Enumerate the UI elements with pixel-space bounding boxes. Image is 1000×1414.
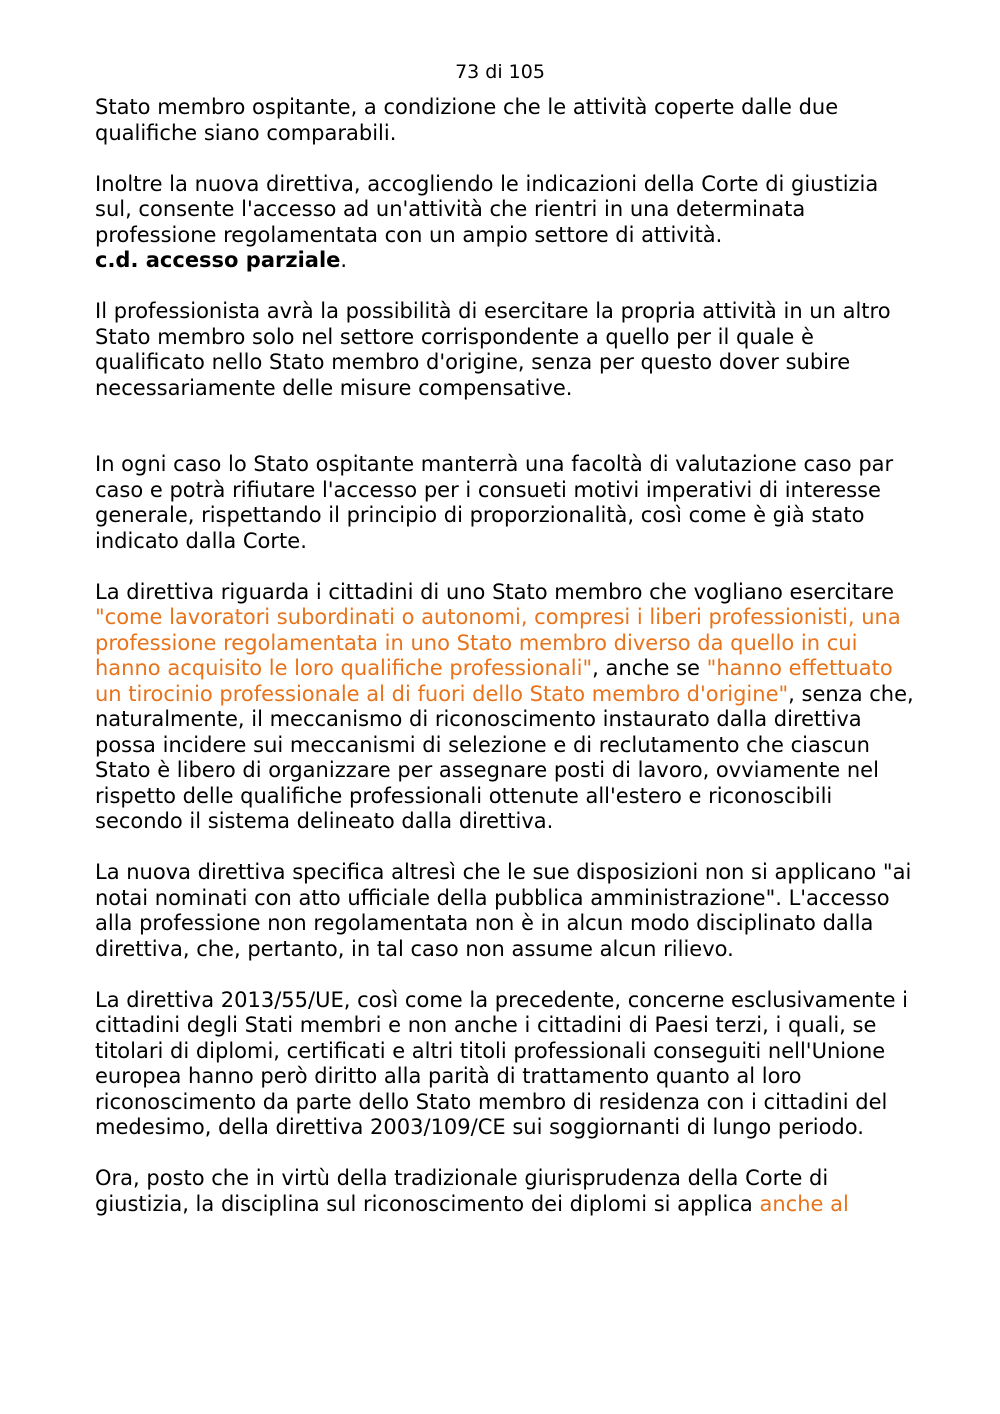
highlighted-quote-2[interactable]: "hanno effettuato un tirocinio professionale al di fuori dello Stato membro d'origine"	[95, 656, 893, 706]
paragraph-3: Il professionista avrà la possibilità di esercitare la propria attività in un altro Stato membro solo nel settore corrispondente a quello per il quale è qualificato nello Stato membro d'origine, senza per questo dover subire necessariamente delle misure compensative.	[95, 299, 891, 400]
paragraph-5	[95, 580, 915, 835]
paragraph-7: La direttiva 2013/55/UE, così come la precedente, concerne esclusivamente i cittadini degli Stati membri e non anche i cittadini di Paesi terzi, i quali, se titolari di diplomi, certificati e altri titoli professionali conseguiti nell'Unione europea hanno però diritto alla parità di trattamento quanto al loro riconoscimento da parte dello Stato membro di residenza con i cittadini del medesimo, della direttiva 2003/109/CE sui soggiornanti di lungo periodo.	[95, 987, 909, 1139]
paragraph-5-mid: , anche se	[592, 656, 707, 680]
paragraph-2	[95, 172, 915, 274]
paragraph-8-text: Ora, posto che in virtù della tradizionale giurisprudenza della Corte di giustizia, la disciplina sul riconoscimento dei diplomi si applica	[95, 1166, 829, 1216]
paragraph-1: Stato membro ospitante, a condizione che le attività coperte dalle due qualifiche siano comparabili.	[95, 95, 839, 145]
page-number: 73 di 105	[455, 61, 545, 83]
paragraph-5-intro: La direttiva riguarda i cittadini di uno Stato membro che vogliano esercitare	[95, 579, 895, 604]
highlighted-quote-1[interactable]: "come lavoratori subordinati o autonomi, compresi i liberi professionisti, una professione regolamentata in uno Stato membro diverso da quello in cui hanno acquisito le loro qualifiche professionali"	[95, 605, 901, 680]
paragraph-6: La nuova direttiva specifica altresì che le sue disposizioni non si applicano "ai notai nominati con atto ufficiale della pubblica amministrazione". L'accesso alla professione non regolamentata non è in alcun modo disciplinato dalla direttiva, che, pertanto, in tal caso non assume alcun rilievo.	[95, 860, 912, 961]
paragraph-4: In ogni caso lo Stato ospitante manterrà una facoltà di valutazione caso par caso e potrà rifiutare l'accesso per i consueti motivi imperativi di interesse generale, rispettando il principio di proporzionalità, così come è già stato indicato dalla Corte.	[95, 452, 894, 553]
paragraph-8	[95, 1166, 915, 1217]
accesso-parziale-term: c.d. accesso parziale	[95, 248, 341, 272]
paragraph-2-end: .	[340, 248, 348, 272]
paragraph-5-rest: , senza che, naturalmente, il meccanismo di riconoscimento instaurato dalla direttiva possa incidere sui meccanismi di selezione e di reclutamento che ciascun Stato è libero di organizzare per assegnare posti di lavoro, ovviamente nel rispetto delle qualifiche professionali ottenute all'estero e riconoscibili secondo il sistema delineato dalla direttiva.	[95, 681, 914, 833]
highlighted-link[interactable]: anche al	[759, 1191, 849, 1216]
document-body	[95, 95, 915, 1243]
paragraph-2-text: Inoltre la nuova direttiva, accogliendo le indicazioni della Corte di giustizia sul, consente l'accesso ad un'attività che rientri in una determinata professione regolamentata con un ampio settore di attività.	[95, 171, 879, 247]
